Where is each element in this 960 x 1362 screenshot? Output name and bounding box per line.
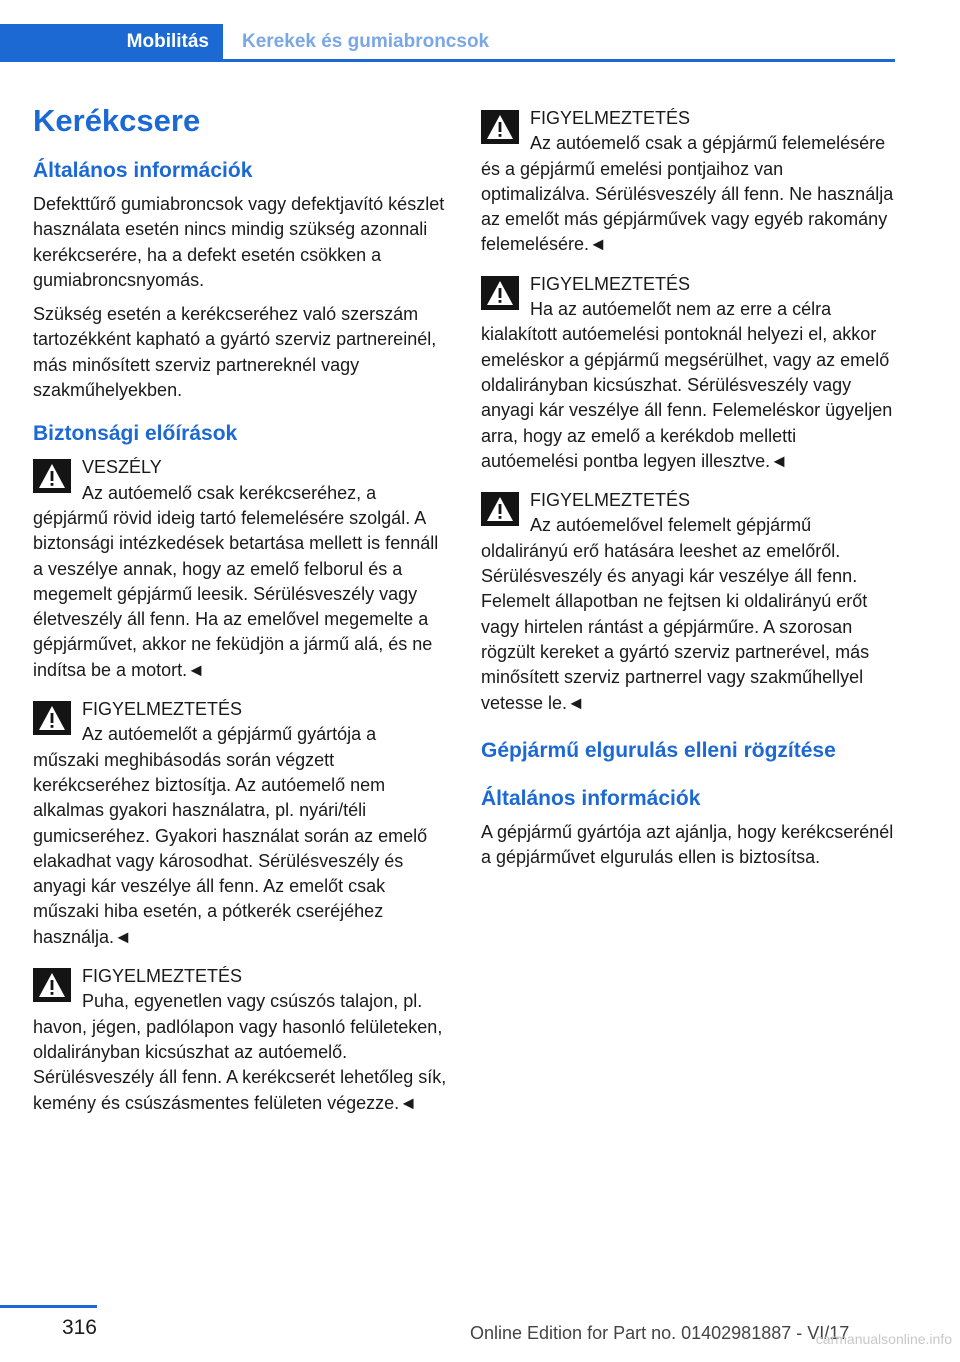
- warning-block: [33, 697, 447, 950]
- warning-triangle-icon: [481, 492, 519, 526]
- warning-triangle-icon: [33, 701, 71, 735]
- warning-text: Ha az autóemelőt nem az erre a célra kialakított autóemelési pontoknál helyezi el, akkor emeléskor a gépjármű megsérülhet, vagy az emelő oldalirányban kicsúszhat. Sérülésveszély vagy anyagi kár veszélye áll fenn. Felemeléskor ügyeljen arra, hogy az emelő a kerékdob melletti autóemelési pontba legyen illesztve.◄: [481, 299, 893, 471]
- edition-label: Online Edition for Part no. 01402981887 - VI/17: [470, 1323, 850, 1343]
- warning-title: FIGYELMEZTETÉS: [530, 273, 691, 294]
- warning-title: FIGYELMEZTETÉS: [82, 966, 243, 987]
- warning-text: Puha, egyenetlen vagy csúszós talajon, pl. havon, jégen, padlólapon vagy hasonló felületeken, oldalirányban kicsúszhat az autóemelő. Sérülésveszély áll fenn. A kerékcserét lehetőleg sík, kemény és csúszásmentes felületen végezze.◄: [33, 991, 447, 1113]
- warning-triangle-icon: [481, 110, 519, 144]
- page-header: [0, 24, 895, 62]
- left-column: [33, 100, 447, 1116]
- header-rule: [223, 59, 895, 62]
- general-paragraph: Szükség esetén a kerékcseréhez való szerszám tartozékként kapható a gyártó szerviz partnereinél, más minősített szerviz partnereknél vagy szakműhelyekben.: [33, 304, 437, 401]
- warning-block: [481, 272, 895, 474]
- roll-paragraph: A gépjármű gyártója azt ajánlja, hogy kerékcserénél a gépjárművet elgurulás ellen is biztosítsa.: [481, 821, 894, 868]
- warning-title: VESZÉLY: [82, 457, 162, 478]
- header-section-label: Mobilitás: [126, 31, 209, 52]
- warning-title: FIGYELMEZTETÉS: [530, 108, 691, 128]
- general-paragraph: Defekttűrő gumiabroncsok vagy defektjavító készlet használata esetén nincs mindig szükség azonnali kerékcserére, ha a defekt esetén csökken a gumiabroncsnyomás.: [33, 194, 445, 290]
- warning-triangle-icon: [33, 968, 71, 1002]
- warning-text: Az autóemelő csak kerékcseréhez, a gépjármű rövid ideig tartó felemelésére szolgál. A biztonsági intézkedések betartása mellett is fennáll a veszélye annak, hogy az emelő felborul és a megemelt gépjármű leesik. Sérülésveszély vagy életveszély áll fenn. Ha az emelővel megemelte a gépjárművet, akkor ne feküdjön a jármű alá, és ne indítsa be a motort.◄: [33, 482, 439, 680]
- warning-block: [33, 455, 447, 683]
- page-title: Kerékcsere: [33, 103, 201, 138]
- warning-triangle-icon: [33, 459, 71, 493]
- footer-rule: [0, 1305, 97, 1308]
- warning-block: [481, 106, 895, 258]
- roll-away-heading: Gépjármű elgurulás elleni rögzítése: [481, 738, 836, 762]
- warning-text: Az autóemelő csak a gépjármű felemelésére és a gépjármű emelési pontjaihoz van optimalizálva. Sérülésveszély áll fenn. Ne használja az emelőt más gépjárművek vagy egyéb rakomány felemelésére.◄: [481, 133, 894, 255]
- right-column: [481, 100, 895, 870]
- warning-title: FIGYELMEZTETÉS: [530, 490, 691, 511]
- warning-block: [481, 488, 895, 716]
- roll-general-heading: Általános információk: [481, 786, 701, 810]
- warning-triangle-icon: [481, 276, 519, 310]
- header-chapter-label: Kerekek és gumiabroncsok: [242, 31, 490, 52]
- page-number: 316: [61, 1316, 97, 1339]
- warning-block: [33, 964, 447, 1116]
- safety-heading: Biztonsági előírások: [33, 422, 238, 446]
- general-info-heading: Általános információk: [33, 159, 253, 182]
- warning-text: Az autóemelőt a gépjármű gyártója a műszaki meghibásodás során végzett kerékcseréhez biztosítja. Az autóemelő nem alkalmas gyakori használatra, pl. nyári/téli gumicseréhez. Gyakori használat során az emelő elakadhat vagy károsodhat. Sérülésveszély és anyagi kár veszélye áll fenn. Az emelőt csak műszaki hiba esetén, a pótkerék cseréjéhez használja.◄: [33, 724, 428, 947]
- watermark: carmanualsonline.info: [815, 1331, 952, 1347]
- warning-text: Az autóemelővel felemelt gépjármű oldalirányú erő hatására leeshet az emelőről. Sérülésveszély és anyagi kár veszélye áll fenn. Felemelt állapotban ne fejtsen ki oldalirányú erőt vagy hirtelen rántást a gépjárműre. A szorosan rögzült kereket a gyártó szerviz partnerével, más minősített szerviz partnerrel vagy szakműhellyel vetesse le.◄: [481, 515, 870, 713]
- warning-title: FIGYELMEZTETÉS: [82, 699, 243, 720]
